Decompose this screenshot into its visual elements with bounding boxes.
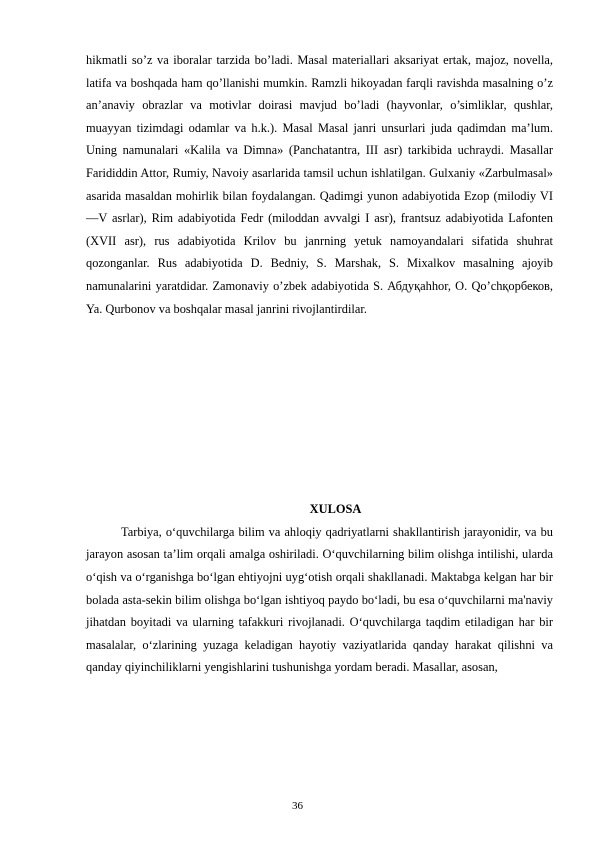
- section-heading-conclusion: XULOSA: [309, 502, 362, 517]
- page-body: [86, 49, 553, 679]
- body-paragraph-masal: hikmatli so’z va iboralar tarzida bo’ladi. Masal materiallari aksariyat ertak, majoz, novella, latifa va boshqada ham qo’llanishi mumkin. Ramzli hikoyadan farqli ravishda masalning o’z an’anaviy obrazlar va motivlar doirasi mavjud bo’ladi (hayvonlar, o’simliklar, qushlar, muayyan tizimdagi odamlar va h.k.). Masal Masal janri unsurlari juda qadimdan ma’lum. Uning namunalari «Kalila va Dimna» (Panchatantra, III asr) tarkibida uchraydi. Masallar Farididdin Attor, Rumiy, Navoiy asarlarida tamsil uchun ishlatilgan. Gulxaniy «Zarbulmasal» asarida masaldan mohirlik bilan foydalangan. Qadimgi yunon adabiyotida Ezop (milodiy VI—V asrlar), Rim adabiyotida Fedr (miloddan avvalgi I asr), frantsuz adabiyotida Lafonten (XVII asr), rus adabiyotida Krilov bu janrning yetuk namoyandalari sifatida shuhrat qozonganlar. Rus adabiyotida D. Bedniy, S. Marshak, S. Mixalkov masalning ajoyib namunalarini yaratdidar. Zamonaviy o’zbek adabiyotida S. Абдуқahhor, O. Qo’chқорбеков, Ya. Qurbonov va boshqalar masal janrini rivojlantirdilar.: [86, 53, 553, 316]
- page-number: 36: [292, 800, 303, 812]
- vertical-spacer: [86, 320, 553, 498]
- body-paragraph-conclusion: Tarbiya, o‘quvchilarga bilim va ahloqiy qadriyatlarni shakllantirish jarayonidir, va bu jarayon asosan ta’lim orqali amalga oshiriladi. O‘quvchilarning bilim olishga intilishi, ularda o‘qish va o‘rganishga bo‘lgan ehtiyojni uyg‘otish orqali shakllanadi. Maktabga kelgan har bir bolada asta-sekin bilim olishga bo‘lgan ishtiyoq paydo bo‘ladi, bu esa o‘quvchilarni ma'naviy jihatdan boyitadi va ularning tafakkuri rivojlanadi. O‘quvchilarga taqdim etiladigan har bir masalalar, o‘zlarining yuzaga keladigan hayotiy vaziyatlarida qanday harakat qilishni va qanday qiyinchiliklarni yengishlarini tushunishga yordam beradi. Masallar, asosan,: [86, 524, 553, 675]
